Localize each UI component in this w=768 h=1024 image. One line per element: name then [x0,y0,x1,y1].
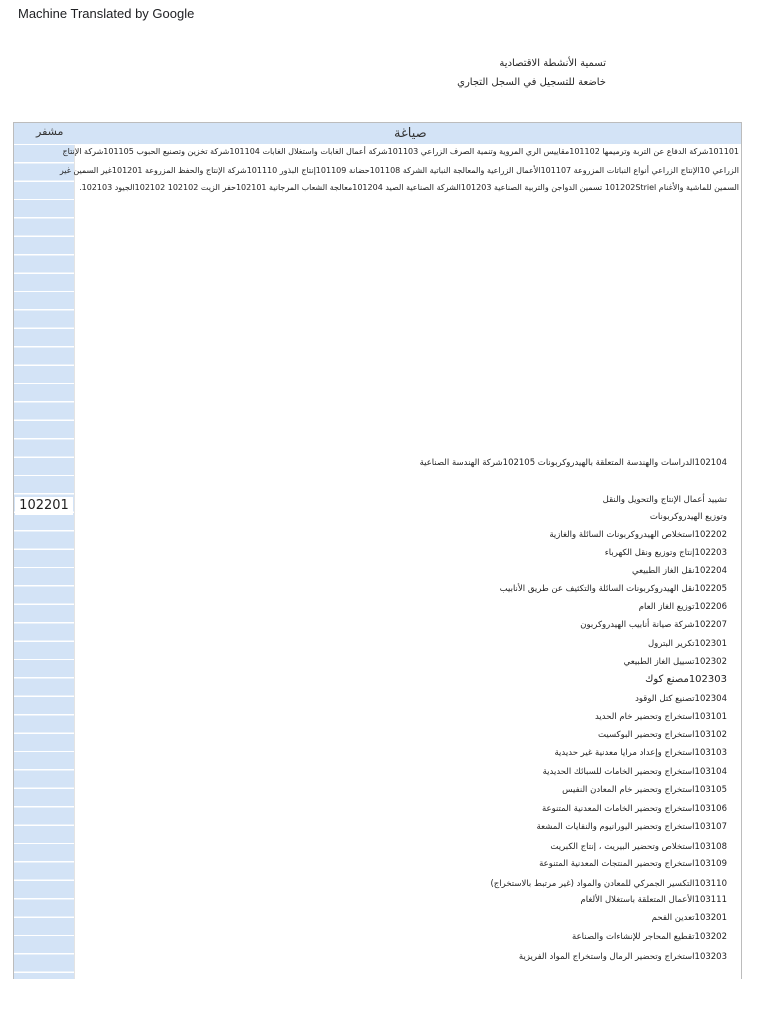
document-subtitle: خاضعة للتسجيل في السجل التجاري [457,77,606,88]
list-item: 103103استخراج وإعداد مرايا معدنية غير حديدية [554,748,727,758]
list-item: 103202تقطيع المحاجر للإنشاءات والصناعة [572,932,727,942]
list-item: تشييد أعمال الإنتاج والتحويل والنقل [602,495,727,505]
list-item: 103203استخراج وتحضير الرمال واستخراج المواد الفريزية [518,952,727,962]
list-item: 102304تصنيع كتل الوقود [635,694,727,704]
column-divider [74,145,75,979]
activities-paragraph-line: 101101شركة الدفاع عن التربة وترميمها 101102مقاييس الري المروية وتنمية الصرف الزراعي 101103شركة أعمال الغابات واستغلال الغابات 101104شركة تخزين وتصنيع الحبوب 101105شركة الإنتاج [62,147,739,156]
list-item: 102204نقل الغاز الطبيعي [632,566,727,576]
machine-translation-banner: Machine Translated by Google [18,6,195,21]
list-item: 102206توزيع الغاز العام [638,602,727,612]
list-item: 103101استخراج وتحضير خام الحديد [594,712,727,722]
header-code: مشفر [36,125,64,138]
list-item: وتوزيع الهيدروكربونات [649,512,727,522]
list-item: 103102استخراج وتحضير البوكسيت [598,730,727,740]
activities-table [13,122,742,979]
list-item: 103104استخراج وتحضير الخامات للسبائك الحديدية [542,767,727,777]
list-item: 103105استخراج وتحضير خام المعادن النفيس [562,785,727,795]
list-item: 102104الدراسات والهندسة المتعلقة بالهيدروكربونات 102105شركة الهندسة الصناعية [419,458,727,468]
list-item: 102205نقل الهيدروكربونات السائلة والتكثيف عن طريق الأنابيب [499,584,727,594]
list-item: 103109استخراج وتحضير المنتجات المعدنية المتنوعة [539,859,727,869]
list-item: 103110التكسير الجمركي للمعادن والمواد (غير مرتبط بالاستخراج) [490,879,727,889]
activities-paragraph-line: السمين للماشية والأغنام 101202Striel تسمين الدواجن والتربية الصناعية 101203الشركة الصناعية الصيد 101204معالجة الشعاب المرجانية 102101حفر الزيت 102102 102102الجيود 102103. [79,183,739,192]
activities-paragraph-line: الزراعي 10الإنتاج الزراعي أنواع النباتات المزروعة 101107الأعمال الزراعية والمعالجة النباتية الشركة 101108حضانة 101109إنتاج البذور 101110شركة الإنتاج والحفظ المزروعة 101201غير السمين غير [59,166,739,175]
list-item: 103106استخراج وتحضير الخامات المعدنية المتنوعة [541,804,727,814]
list-item: 103201تعدين الفحم [651,913,727,923]
list-item: 102303مصنع كوك [645,674,727,685]
list-item: 102207شركة صيانة أنابيب الهيدروكربون [580,620,727,630]
list-item: 102301تكرير البترول [647,639,727,649]
table-header-row [14,123,741,144]
code-column [14,145,74,979]
list-item: 102302تسييل الغاز الطبيعي [623,657,727,667]
header-formula: صياغة [394,126,427,141]
list-item: 103111الأعمال المتعلقة باستغلال الألغام [580,895,727,905]
list-item: 102202استخلاص الهيدروكربونات السائلة والغازية [549,530,727,540]
list-item: 103108استخلاص وتحضير البيريت ، إنتاج الكبريت [550,842,727,852]
code-cell: 102201 [15,497,73,515]
list-item: 103107استخراج وتحضير اليورانيوم والنفايات المشعة [536,822,727,832]
document-title: تسمية الأنشطة الاقتصادية [499,58,606,69]
list-item: 102203إنتاج وتوزيع ونقل الكهرباء [604,548,727,558]
